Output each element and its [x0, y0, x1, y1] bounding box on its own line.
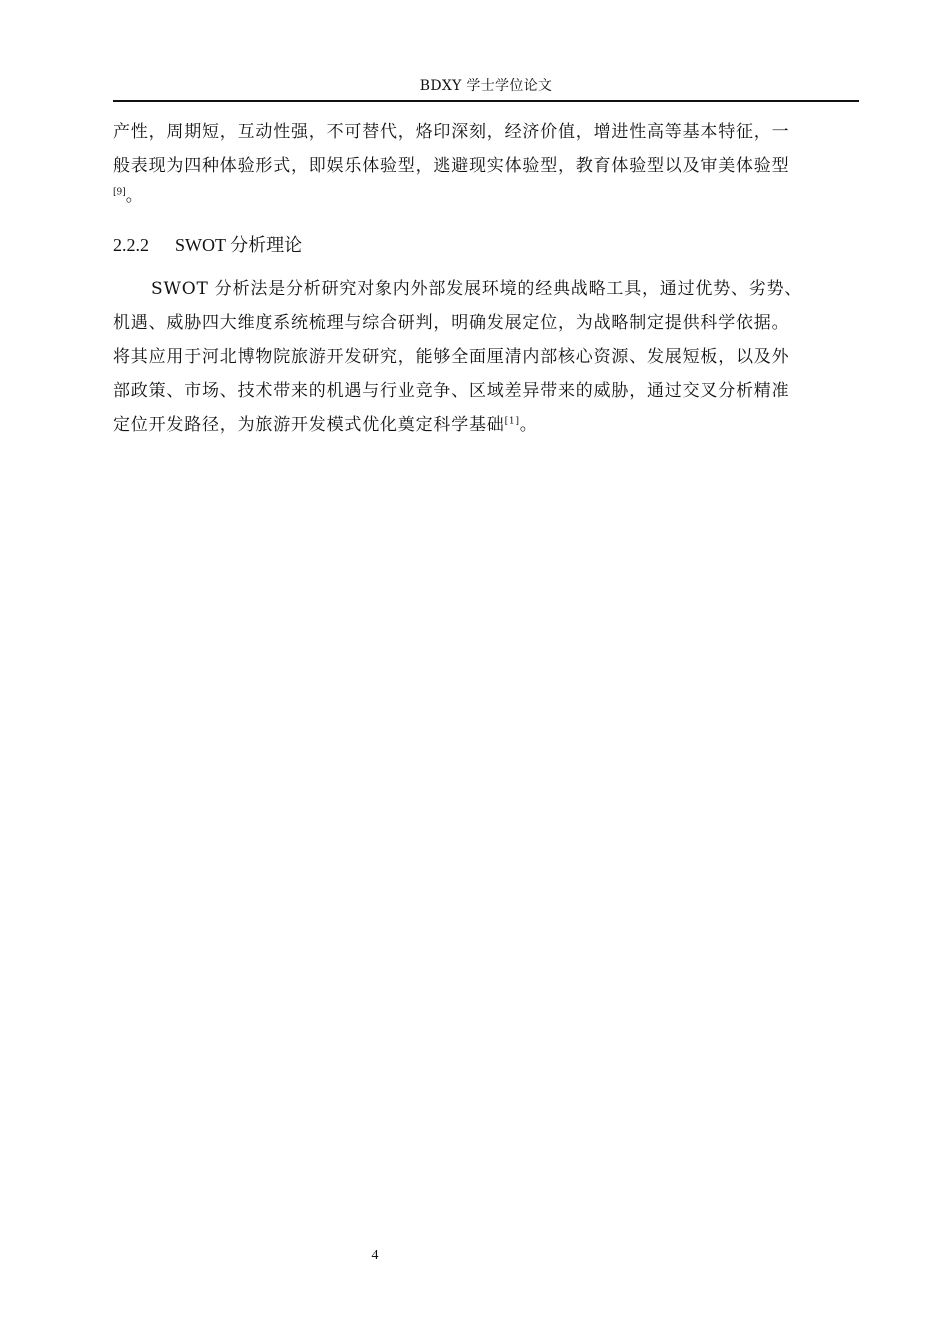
sentence-end: 。	[519, 415, 538, 435]
section-heading	[113, 230, 302, 261]
paragraph-swot	[113, 272, 859, 442]
paragraph-continued	[113, 115, 859, 209]
paragraph-line: 机遇、威胁四大维度系统梳理与综合研判，明确发展定位，为战略制定提供科学依据。	[113, 313, 790, 333]
citation-marker: [1]	[504, 416, 520, 427]
section-title: SWOT 分析理论	[175, 235, 303, 255]
page-number: 4	[371, 1248, 379, 1263]
paragraph-line: 部政策、市场、技术带来的机遇与行业竞争、区域差异带来的威胁，通过交叉分析精准	[113, 381, 790, 401]
paragraph-line-text: 定位开发路径，为旅游开发模式优化奠定科学基础	[113, 415, 505, 435]
paragraph-line: 将其应用于河北博物院旅游开发研究，能够全面厘清内部核心资源、发展短板，以及外	[113, 347, 790, 367]
paragraph-line: 产性，周期短，互动性强，不可替代，烙印深刻，经济价值，增进性高等基本特征，一	[113, 122, 790, 142]
sentence-end: 。	[125, 186, 143, 206]
paragraph-line: SWOT 分析法是分析研究对象内外部发展环境的经典战略工具，通过优势、劣势、	[151, 279, 803, 299]
paragraph-line: 般表现为四种体验形式，即娱乐体验型，逃避现实体验型，教育体验型以及审美体验型	[113, 156, 790, 176]
running-header: BDXY 学士学位论文	[419, 78, 553, 94]
header-divider	[113, 100, 859, 102]
paragraph-line-last	[113, 408, 859, 442]
section-number: 2.2.2	[113, 235, 149, 255]
paragraph-line-end	[113, 183, 859, 209]
citation-marker: [9]	[113, 187, 126, 198]
